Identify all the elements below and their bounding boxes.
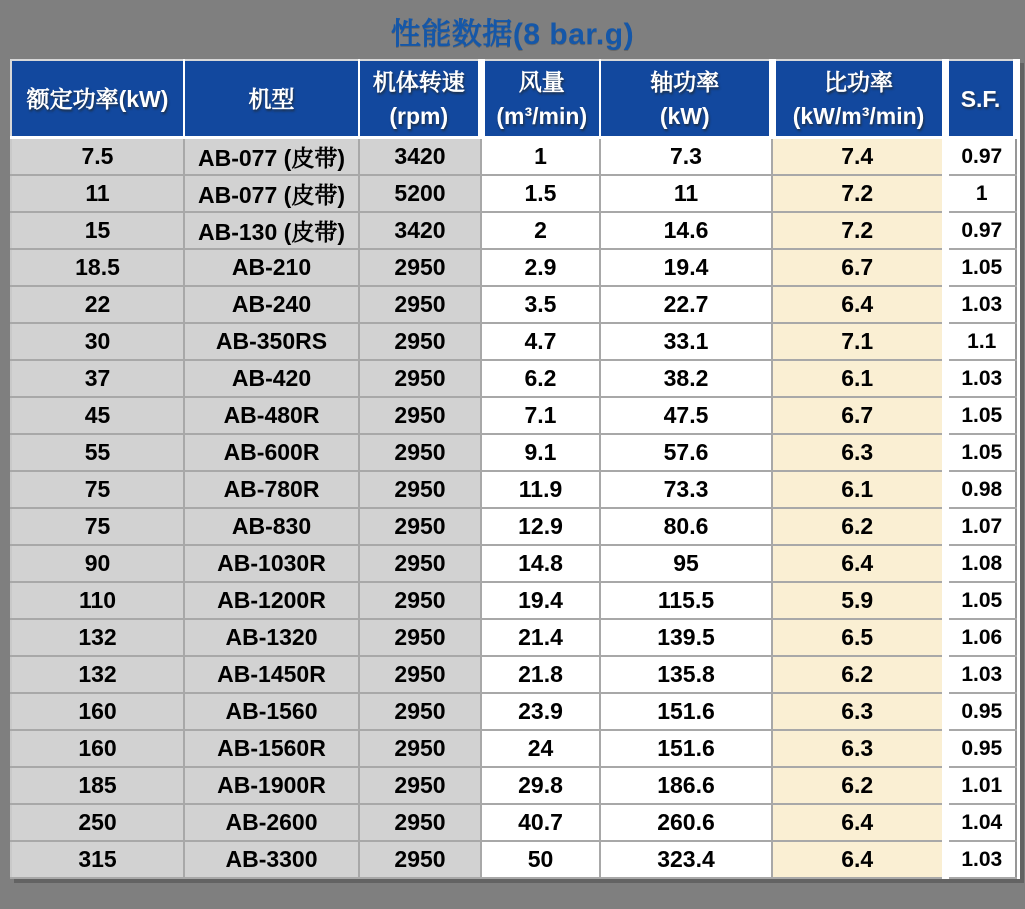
- cell-body_speed: 2950: [359, 323, 481, 360]
- cell-body_speed: 2950: [359, 804, 481, 841]
- cell-shaft_power: 151.6: [600, 693, 772, 730]
- cell-specific_power: 7.2: [772, 212, 945, 249]
- cell-shaft_power: 38.2: [600, 360, 772, 397]
- cell-rated_power: 7.5: [11, 138, 184, 176]
- table-row: [11, 138, 1016, 176]
- cell-body_speed: 2950: [359, 471, 481, 508]
- cell-service_factor: 1.05: [945, 249, 1016, 286]
- cell-rated_power: 11: [11, 175, 184, 212]
- cell-model: AB-1450R: [184, 656, 359, 693]
- cell-service_factor: 0.95: [945, 693, 1016, 730]
- cell-specific_power: 7.4: [772, 138, 945, 176]
- cell-shaft_power: 115.5: [600, 582, 772, 619]
- header-label: 机型: [248, 85, 295, 112]
- cell-service_factor: 1.01: [945, 767, 1016, 804]
- table-row: [11, 175, 1016, 212]
- cell-shaft_power: 47.5: [600, 397, 772, 434]
- cell-model: AB-3300: [184, 841, 359, 878]
- table-row: [11, 545, 1016, 582]
- cell-model: AB-240: [184, 286, 359, 323]
- cell-body_speed: 2950: [359, 286, 481, 323]
- cell-rated_power: 185: [11, 767, 184, 804]
- cell-air_flow: 1: [481, 138, 600, 176]
- cell-body_speed: 2950: [359, 249, 481, 286]
- table-row: [11, 656, 1016, 693]
- table-row: [11, 582, 1016, 619]
- cell-air_flow: 2.9: [481, 249, 600, 286]
- cell-service_factor: 0.97: [945, 138, 1016, 176]
- cell-service_factor: 1.1: [945, 323, 1016, 360]
- column-header-body-speed: [359, 60, 481, 138]
- cell-model: AB-1560R: [184, 730, 359, 767]
- cell-service_factor: 1.08: [945, 545, 1016, 582]
- header-unit: (rpm): [389, 102, 449, 129]
- table-row: [11, 360, 1016, 397]
- cell-specific_power: 6.3: [772, 730, 945, 767]
- cell-shaft_power: 14.6: [600, 212, 772, 249]
- cell-rated_power: 22: [11, 286, 184, 323]
- cell-rated_power: 90: [11, 545, 184, 582]
- cell-air_flow: 21.4: [481, 619, 600, 656]
- performance-data-table: [10, 59, 1020, 879]
- cell-shaft_power: 19.4: [600, 249, 772, 286]
- cell-service_factor: 1: [945, 175, 1016, 212]
- cell-specific_power: 6.4: [772, 804, 945, 841]
- cell-shaft_power: 135.8: [600, 656, 772, 693]
- column-header-specific-power: [772, 60, 945, 138]
- table-row: [11, 471, 1016, 508]
- column-header-shaft-power: [600, 60, 772, 138]
- cell-specific_power: 6.2: [772, 508, 945, 545]
- cell-shaft_power: 139.5: [600, 619, 772, 656]
- cell-service_factor: 1.07: [945, 508, 1016, 545]
- cell-body_speed: 3420: [359, 138, 481, 176]
- table-body: [11, 138, 1016, 879]
- cell-service_factor: 0.98: [945, 471, 1016, 508]
- cell-specific_power: 7.2: [772, 175, 945, 212]
- header-label: 风量: [518, 68, 565, 95]
- column-header-air-flow: [481, 60, 600, 138]
- cell-rated_power: 30: [11, 323, 184, 360]
- cell-model: AB-350RS: [184, 323, 359, 360]
- column-header-service-factor: [945, 60, 1016, 138]
- cell-rated_power: 160: [11, 730, 184, 767]
- header-unit: (kW/m³/min): [792, 102, 925, 129]
- cell-rated_power: 250: [11, 804, 184, 841]
- cell-shaft_power: 186.6: [600, 767, 772, 804]
- cell-body_speed: 3420: [359, 212, 481, 249]
- cell-specific_power: 6.4: [772, 841, 945, 878]
- table-row: [11, 286, 1016, 323]
- cell-specific_power: 6.1: [772, 471, 945, 508]
- cell-air_flow: 14.8: [481, 545, 600, 582]
- cell-rated_power: 75: [11, 508, 184, 545]
- cell-model: AB-1200R: [184, 582, 359, 619]
- cell-air_flow: 3.5: [481, 286, 600, 323]
- cell-rated_power: 110: [11, 582, 184, 619]
- cell-specific_power: 6.3: [772, 693, 945, 730]
- table-row: [11, 619, 1016, 656]
- column-header-model: [184, 60, 359, 138]
- cell-service_factor: 1.05: [945, 434, 1016, 471]
- header-label: 机体转速: [372, 68, 465, 95]
- cell-service_factor: 1.06: [945, 619, 1016, 656]
- cell-body_speed: 2950: [359, 360, 481, 397]
- cell-service_factor: 0.95: [945, 730, 1016, 767]
- table-header: [11, 60, 1016, 138]
- cell-air_flow: 7.1: [481, 397, 600, 434]
- cell-model: AB-480R: [184, 397, 359, 434]
- table-row: [11, 767, 1016, 804]
- cell-service_factor: 1.05: [945, 582, 1016, 619]
- cell-shaft_power: 95: [600, 545, 772, 582]
- cell-air_flow: 24: [481, 730, 600, 767]
- cell-model: AB-1320: [184, 619, 359, 656]
- cell-service_factor: 1.03: [945, 656, 1016, 693]
- cell-service_factor: 1.03: [945, 841, 1016, 878]
- cell-specific_power: 6.7: [772, 249, 945, 286]
- cell-specific_power: 5.9: [772, 582, 945, 619]
- cell-specific_power: 6.1: [772, 360, 945, 397]
- cell-air_flow: 4.7: [481, 323, 600, 360]
- cell-body_speed: 2950: [359, 582, 481, 619]
- cell-air_flow: 6.2: [481, 360, 600, 397]
- cell-air_flow: 12.9: [481, 508, 600, 545]
- cell-specific_power: 6.4: [772, 545, 945, 582]
- cell-air_flow: 9.1: [481, 434, 600, 471]
- cell-rated_power: 18.5: [11, 249, 184, 286]
- cell-rated_power: 75: [11, 471, 184, 508]
- cell-shaft_power: 80.6: [600, 508, 772, 545]
- cell-rated_power: 315: [11, 841, 184, 878]
- cell-body_speed: 2950: [359, 767, 481, 804]
- cell-rated_power: 132: [11, 619, 184, 656]
- cell-air_flow: 11.9: [481, 471, 600, 508]
- column-header-rated-power: [11, 60, 184, 138]
- cell-specific_power: 6.7: [772, 397, 945, 434]
- cell-specific_power: 6.3: [772, 434, 945, 471]
- cell-rated_power: 15: [11, 212, 184, 249]
- cell-shaft_power: 260.6: [600, 804, 772, 841]
- cell-shaft_power: 11: [600, 175, 772, 212]
- cell-model: AB-210: [184, 249, 359, 286]
- header-label: S.F.: [960, 85, 1001, 112]
- table-row: [11, 693, 1016, 730]
- cell-service_factor: 0.97: [945, 212, 1016, 249]
- cell-air_flow: 40.7: [481, 804, 600, 841]
- table-row: [11, 804, 1016, 841]
- cell-air_flow: 19.4: [481, 582, 600, 619]
- cell-model: AB-130 (皮带): [184, 212, 359, 249]
- table-row: [11, 323, 1016, 360]
- cell-shaft_power: 22.7: [600, 286, 772, 323]
- cell-air_flow: 1.5: [481, 175, 600, 212]
- cell-body_speed: 5200: [359, 175, 481, 212]
- cell-model: AB-600R: [184, 434, 359, 471]
- cell-specific_power: 6.2: [772, 767, 945, 804]
- cell-rated_power: 45: [11, 397, 184, 434]
- cell-model: AB-1560: [184, 693, 359, 730]
- cell-shaft_power: 7.3: [600, 138, 772, 176]
- cell-model: AB-830: [184, 508, 359, 545]
- cell-rated_power: 160: [11, 693, 184, 730]
- cell-shaft_power: 57.6: [600, 434, 772, 471]
- cell-model: AB-1900R: [184, 767, 359, 804]
- cell-body_speed: 2950: [359, 656, 481, 693]
- cell-specific_power: 6.2: [772, 656, 945, 693]
- cell-air_flow: 23.9: [481, 693, 600, 730]
- cell-body_speed: 2950: [359, 730, 481, 767]
- cell-model: AB-077 (皮带): [184, 138, 359, 176]
- cell-body_speed: 2950: [359, 508, 481, 545]
- cell-specific_power: 6.4: [772, 286, 945, 323]
- cell-body_speed: 2950: [359, 693, 481, 730]
- cell-model: AB-2600: [184, 804, 359, 841]
- cell-specific_power: 7.1: [772, 323, 945, 360]
- table-row: [11, 249, 1016, 286]
- cell-service_factor: 1.04: [945, 804, 1016, 841]
- cell-rated_power: 132: [11, 656, 184, 693]
- table-row: [11, 841, 1016, 878]
- cell-body_speed: 2950: [359, 545, 481, 582]
- cell-rated_power: 55: [11, 434, 184, 471]
- cell-body_speed: 2950: [359, 841, 481, 878]
- cell-rated_power: 37: [11, 360, 184, 397]
- table-row: [11, 212, 1016, 249]
- cell-model: AB-780R: [184, 471, 359, 508]
- cell-air_flow: 2: [481, 212, 600, 249]
- cell-air_flow: 50: [481, 841, 600, 878]
- cell-air_flow: 29.8: [481, 767, 600, 804]
- header-label: 额定功率(kW): [26, 85, 169, 112]
- cell-body_speed: 2950: [359, 434, 481, 471]
- header-unit: (m³/min): [496, 102, 588, 129]
- header-label: 轴功率: [650, 68, 720, 95]
- cell-service_factor: 1.05: [945, 397, 1016, 434]
- header-row: [11, 60, 1016, 138]
- cell-model: AB-077 (皮带): [184, 175, 359, 212]
- cell-model: AB-420: [184, 360, 359, 397]
- cell-body_speed: 2950: [359, 397, 481, 434]
- cell-body_speed: 2950: [359, 619, 481, 656]
- cell-service_factor: 1.03: [945, 360, 1016, 397]
- cell-service_factor: 1.03: [945, 286, 1016, 323]
- table-row: [11, 434, 1016, 471]
- cell-shaft_power: 73.3: [600, 471, 772, 508]
- page-title: 性能数据(8 bar.g): [390, 18, 635, 51]
- cell-shaft_power: 33.1: [600, 323, 772, 360]
- header-unit: (kW): [659, 102, 710, 129]
- table-row: [11, 397, 1016, 434]
- cell-shaft_power: 151.6: [600, 730, 772, 767]
- cell-air_flow: 21.8: [481, 656, 600, 693]
- header-label: 比功率: [824, 68, 893, 95]
- table-row: [11, 730, 1016, 767]
- cell-shaft_power: 323.4: [600, 841, 772, 878]
- table-row: [11, 508, 1016, 545]
- cell-specific_power: 6.5: [772, 619, 945, 656]
- cell-model: AB-1030R: [184, 545, 359, 582]
